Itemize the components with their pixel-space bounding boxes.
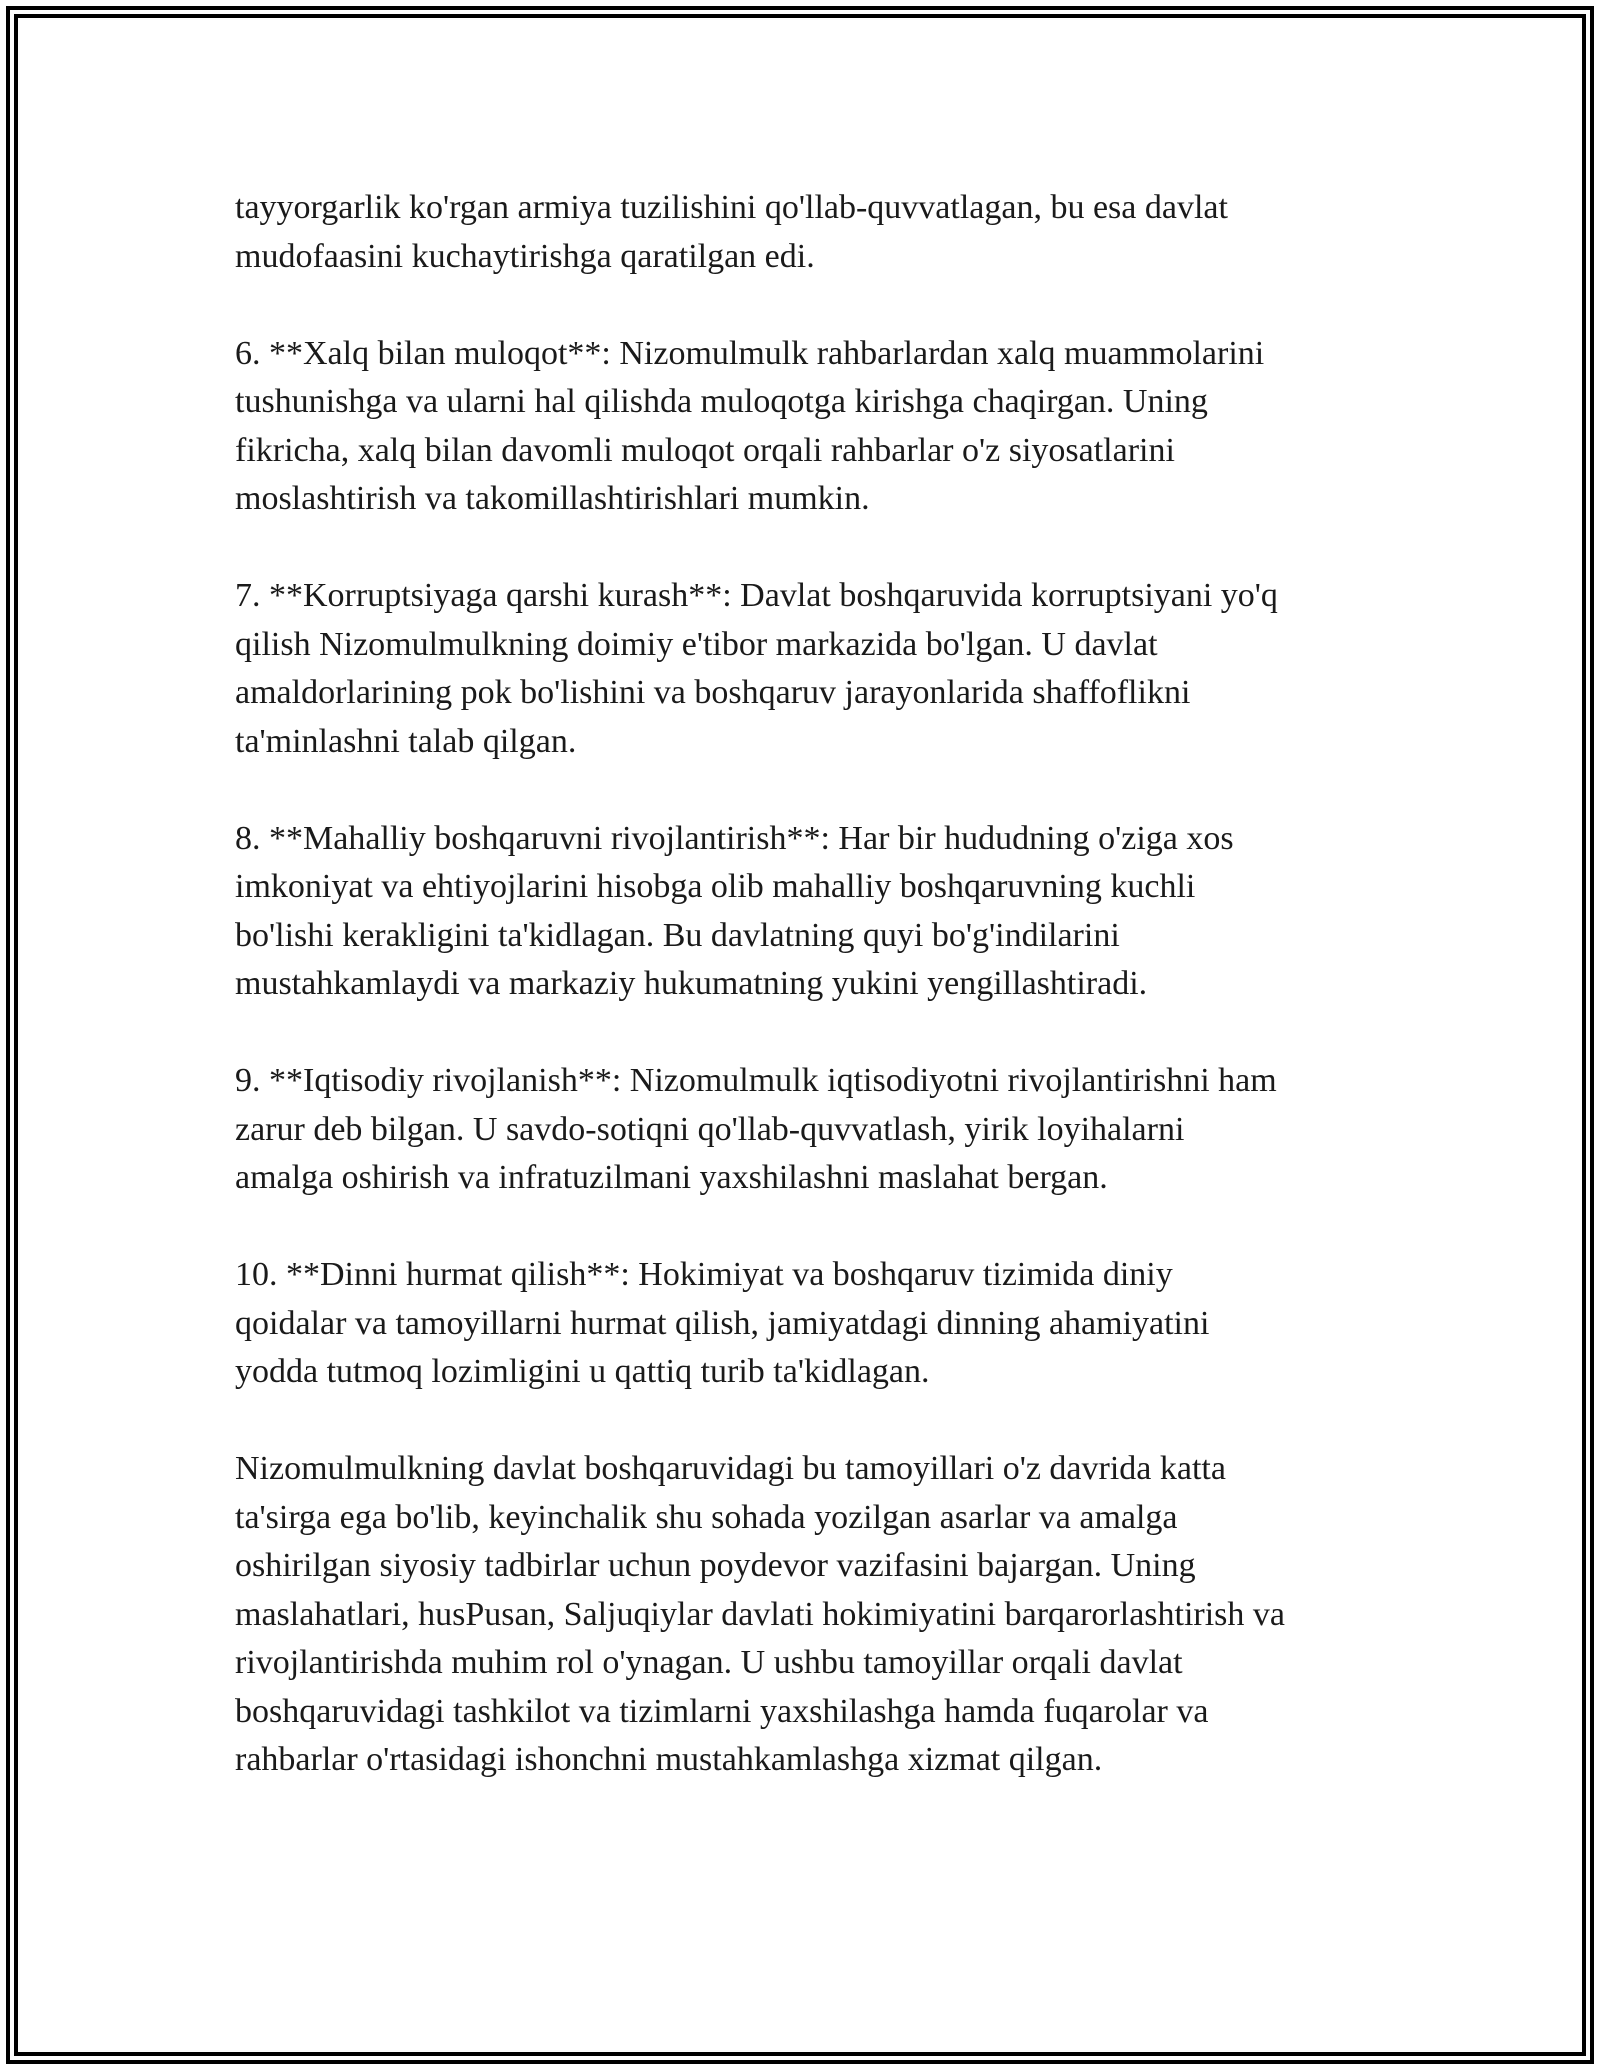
document-body [235, 184, 1375, 1785]
paragraph-item-9: 9. **Iqtisodiy rivojlanish**: Nizomulmulk iqtisodiyotni rivojlantirishni ham zarur deb bilgan. U savdo-sotiqni qo'llab-quvvatlash, yirik loyihalarni amalga oshirish va infratuzilmani yaxshilashni maslahat bergan. [235, 1062, 1277, 1196]
paragraph-conclusion: Nizomulmulkning davlat boshqaruvidagi bu tamoyillari o'z davrida katta ta'sirga ega bo'lib, keyinchalik shu sohada yozilgan asarlar va amalga oshirilgan siyosiy tadbirlar uchun poydevor vazifasini bajargan. Uning maslahatlari, husPusan, Saljuqiylar davlati hokimiyatini barqarorlashtirish va rivojlantirishda muhim rol o'ynagan. U ushbu tamoyillar orqali davlat boshqaruvidagi tashkilot va tizimlarni yaxshilashga hamda fuqarolar va rahbarlar o'rtasidagi ishonchni mustahkamlashga xizmat qilgan. [235, 1450, 1285, 1778]
paragraph-continuation: tayyorgarlik ko'rgan armiya tuzilishini qo'llab-quvvatlagan, bu esa davlat mudofaasini kuchaytirishga qaratilgan edi. [235, 189, 1228, 275]
paragraph-item-6: 6. **Xalq bilan muloqot**: Nizomulmulk rahbarlardan xalq muammolarini tushunishga va ularni hal qilishda muloqotga kirishga chaqirgan. Uning fikricha, xalq bilan davomli muloqot orqali rahbarlar o'z siyosatlarini moslashtirish va takomillashtirishlari mumkin. [235, 334, 1265, 517]
paragraph-item-7: 7. **Korruptsiyaga qarshi kurash**: Davlat boshqaruvida korruptsiyani yo'q qilish Nizomulmulkning doimiy e'tibor markazida bo'lgan. U davlat amaldorlarining pok bo'lishini va boshqaruv jarayonlarida shaffoflikni ta'minlashni talab qilgan. [235, 577, 1278, 760]
paragraph-item-10: 10. **Dinni hurmat qilish**: Hokimiyat va boshqaruv tizimida diniy qoidalar va tamoyillarni hurmat qilish, jamiyatdagi dinning ahamiyatini yodda tutmoq lozimligini u qattiq turib ta'kidlagan. [235, 1256, 1210, 1390]
paragraph-item-8: 8. **Mahalliy boshqaruvni rivojlantirish**: Har bir hududning o'ziga xos imkoniyat va ehtiyojlarini hisobga olib mahalliy boshqaruvning kuchli bo'lishi kerakligini ta'kidlagan. Bu davlatning quyi bo'g'indilarini mustahkamlaydi va markaziy hukumatning yukini yengillashtiradi. [235, 819, 1234, 1002]
